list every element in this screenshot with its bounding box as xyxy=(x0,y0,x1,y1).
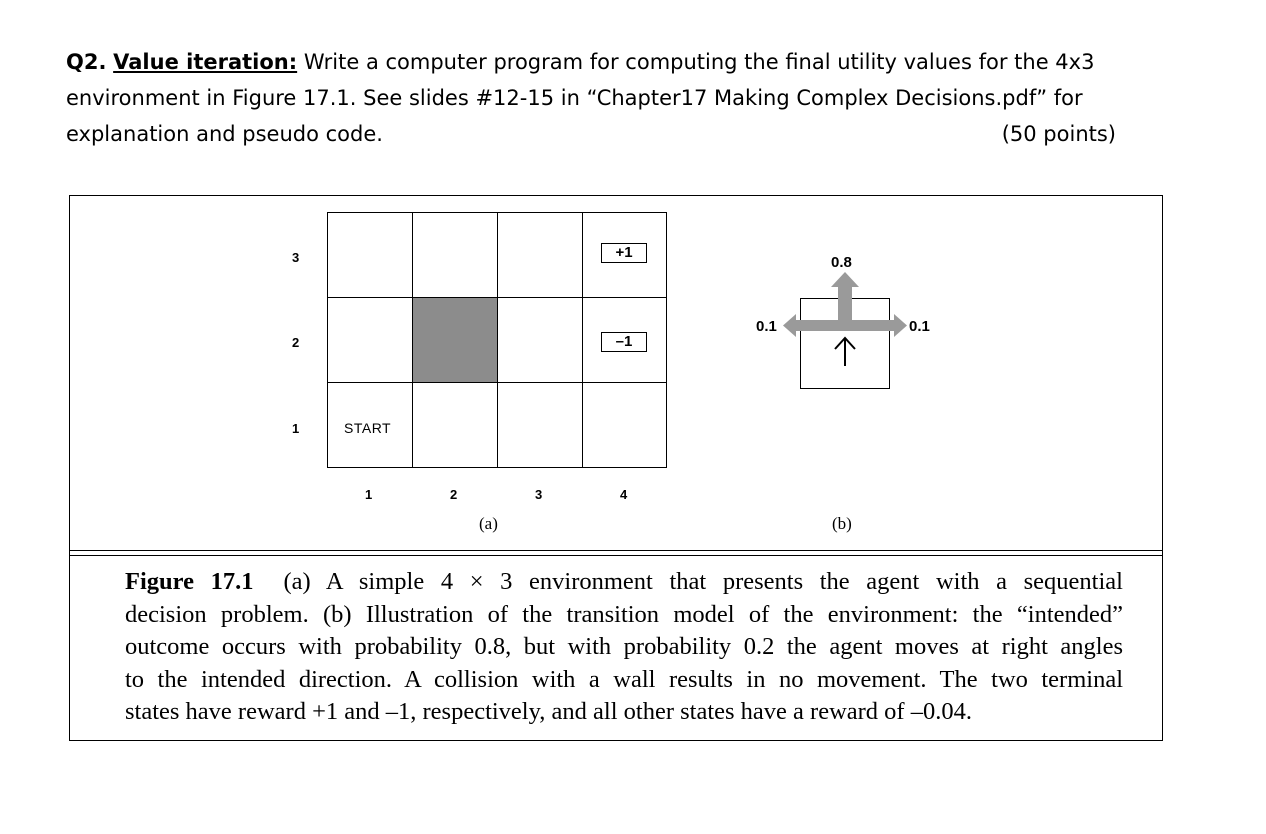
question-number: Q2. xyxy=(66,50,107,74)
terminal-plus-box: +1 xyxy=(601,243,647,263)
figure-caption xyxy=(125,566,1123,729)
row-label-1: 1 xyxy=(292,421,300,436)
forward-probability: 0.8 xyxy=(831,254,852,271)
question-topic: Value iteration: xyxy=(113,50,298,74)
question-line-3-text: explanation and pseudo code. xyxy=(66,122,383,146)
caption-line-1-text: (a) A simple 4 × 3 environment that presents the agent with a sequential xyxy=(283,568,1123,595)
forward-arrow-head xyxy=(831,272,859,287)
right-arrow-head xyxy=(894,314,907,337)
terminal-minus-box: –1 xyxy=(601,332,647,352)
col-label-3: 3 xyxy=(535,487,543,502)
question-line-1-text: Write a computer program for computing the final utility values for the 4x3 xyxy=(303,50,1095,74)
row-label-2: 2 xyxy=(292,335,300,350)
subfigure-a-label: (a) xyxy=(479,514,498,533)
caption-line-4: to the intended direction. A collision with a wall results in no movement. The two terminal xyxy=(125,665,1123,693)
question-line-2: environment in Figure 17.1. See slides #12-15 in “Chapter17 Making Complex Decisions.pdf” for xyxy=(66,86,1083,110)
start-label: START xyxy=(344,420,392,436)
row-label-3: 3 xyxy=(292,250,300,265)
left-probability: 0.1 xyxy=(756,318,777,335)
caption-line-2: decision problem. (b) Illustration of the transition model of the environment: the “intended” xyxy=(125,600,1123,628)
forward-arrow-shaft xyxy=(838,285,852,321)
caption-line-3: outcome occurs with probability 0.8, but with probability 0.2 the agent moves at right angles xyxy=(125,633,1123,660)
col-label-2: 2 xyxy=(450,487,458,502)
left-arrow-head xyxy=(783,314,796,337)
points-label: (50 points) xyxy=(1001,122,1116,146)
col-label-1: 1 xyxy=(365,487,373,502)
right-probability: 0.1 xyxy=(909,318,930,335)
subfigure-b-label: (b) xyxy=(832,514,852,533)
side-arrow-shaft xyxy=(793,320,897,331)
caption-heading: Figure 17.1 xyxy=(125,568,254,595)
caption-line-1 xyxy=(125,566,1123,599)
caption-line-5: states have reward +1 and –1, respectively, and all other states have a reward of –0.04. xyxy=(125,698,972,725)
col-label-4: 4 xyxy=(620,487,628,502)
